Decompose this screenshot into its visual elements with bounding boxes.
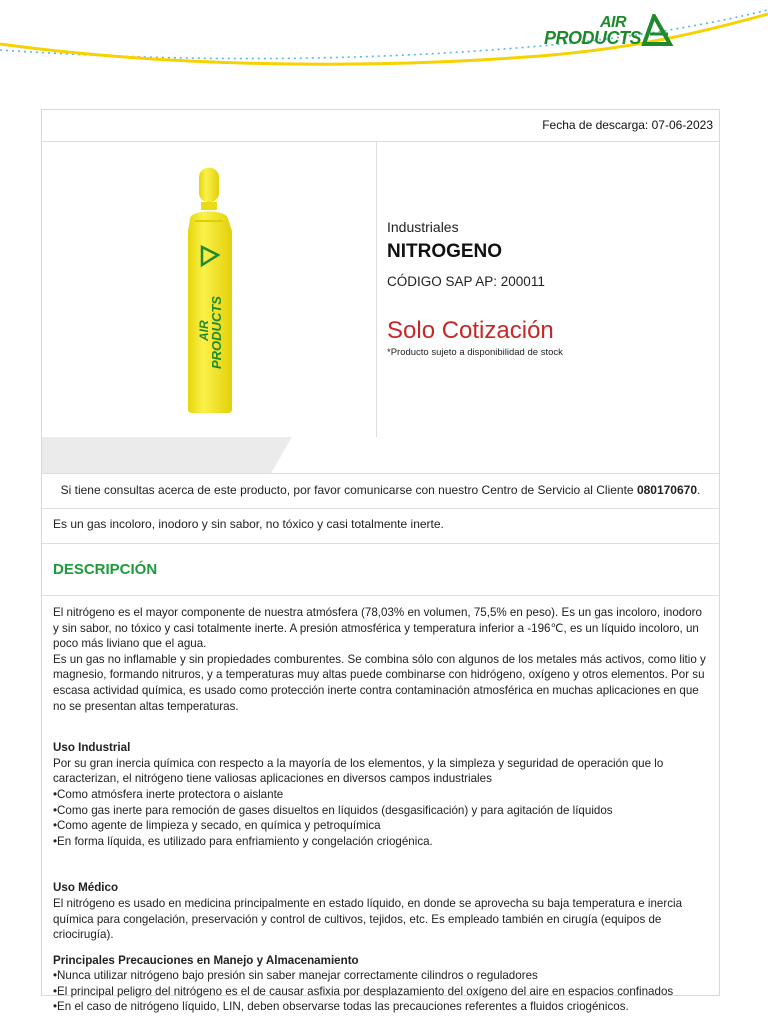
sap-code: CÓDIGO SAP AP: 200011 (387, 274, 545, 289)
industrial-use-intro: Por su gran inercia química con respecto a la mayoría de los elementos, y la simpleza y seguridad de operación que lo caracterizan, el nitrógeno tiene valiosas aplicaciones en diversos campos industriales (53, 756, 664, 786)
logo-text-air: AIR (600, 14, 627, 31)
cylinder-logo-products: PRODUCTS (209, 296, 224, 369)
medical-use-text: El nitrógeno es usado en medicina principalmente en estado líquido, en donde se aprovecha su baja temperatura e inercia química para congelación, preservación y control de cultivos, tejidos, etc. Es empleado también en cirugía (equipos de criocirugía). (53, 896, 683, 942)
product-section (42, 141, 719, 437)
product-image (42, 141, 377, 437)
product-card (41, 109, 720, 1014)
cylinder-logo-air: AIR (197, 320, 211, 341)
description-paragraph: Es un gas no inflamable y sin propiedades comburentes. Se combina sólo con algunos de los metales más activos, como litio y magnesio, formando nitruros, y a temperaturas muy altas puede combinarse con hidrógeno, oxígeno y otros elementos. Por su escasa actividad química, es usado como protección inerte contra contaminación atmosférica en muchas aplicaciones en que no se presentan altas temperaturas. (53, 652, 706, 713)
product-category: Industriales (387, 219, 459, 235)
decorative-banner (42, 437, 719, 473)
list-item: •Como agente de limpieza y secado, en química y petroquímica (53, 819, 381, 833)
gas-cylinder-image (42, 141, 377, 437)
industrial-use-title: Uso Industrial (53, 741, 131, 755)
list-item: •Nunca utilizar nitrógeno bajo presión sin saber manejar correctamente cilindros o reguladores (53, 969, 538, 983)
description-paragraph: El nitrógeno es el mayor componente de nuestra atmósfera (78,03% en volumen, 75,5% en peso). Es un gas incoloro, inodoro y sin sabor, no tóxico y casi totalmente inerte. A presión atmosférica y temperatura inferior a -196℃, es un líquido incoloro, un poco más liviano que el agua. (53, 606, 702, 651)
list-item: •Como gas inerte para remoción de gases disueltos en líquidos (desgasificación) y para agitación de líquidos (53, 803, 613, 817)
precautions-title: Principales Precauciones en Manejo y Almacenamiento (53, 953, 359, 967)
short-description: Es un gas incoloro, inodoro y sin sabor, no tóxico y casi totalmente inerte. (53, 517, 444, 531)
contact-text: Si tiene consultas acerca de este producto, por favor comunicarse con nuestro Centro de Servicio al Cliente (60, 483, 637, 497)
stock-note: *Producto sujeto a disponibilidad de stock (387, 347, 563, 358)
list-item: •El principal peligro del nitrógeno es el de causar asfixia por desplazamiento del oxígeno del aire en espacios confinados (53, 984, 674, 998)
air-products-logo[interactable] (542, 12, 682, 52)
list-item: •En forma líquida, es utilizado para enfriamiento y congelación criogénica. (53, 834, 433, 848)
page-header (0, 0, 768, 100)
description-heading: DESCRIPCIÓN (53, 561, 158, 578)
quote-only-label: Solo Cotización (387, 317, 554, 344)
description-header (42, 543, 719, 595)
logo-mark-icon (640, 14, 676, 46)
download-date: Fecha de descarga: 07-06-2023 (542, 118, 713, 132)
contact-info (42, 473, 719, 508)
description-body (42, 595, 719, 1014)
contact-end: . (697, 483, 701, 497)
list-item: •En el caso de nitrógeno líquido, LIN, deben observarse todas las precauciones referentes a fluidos criogénicos. (53, 1000, 629, 1014)
medical-use-title: Uso Médico (53, 881, 119, 895)
list-item: •Como atmósfera inerte protectora o aislante (53, 787, 284, 801)
logo-text-products: PRODUCTS (544, 28, 642, 48)
contact-phone[interactable]: 080170670 (636, 483, 698, 497)
product-info (387, 141, 717, 437)
product-name: NITROGENO (387, 241, 503, 262)
